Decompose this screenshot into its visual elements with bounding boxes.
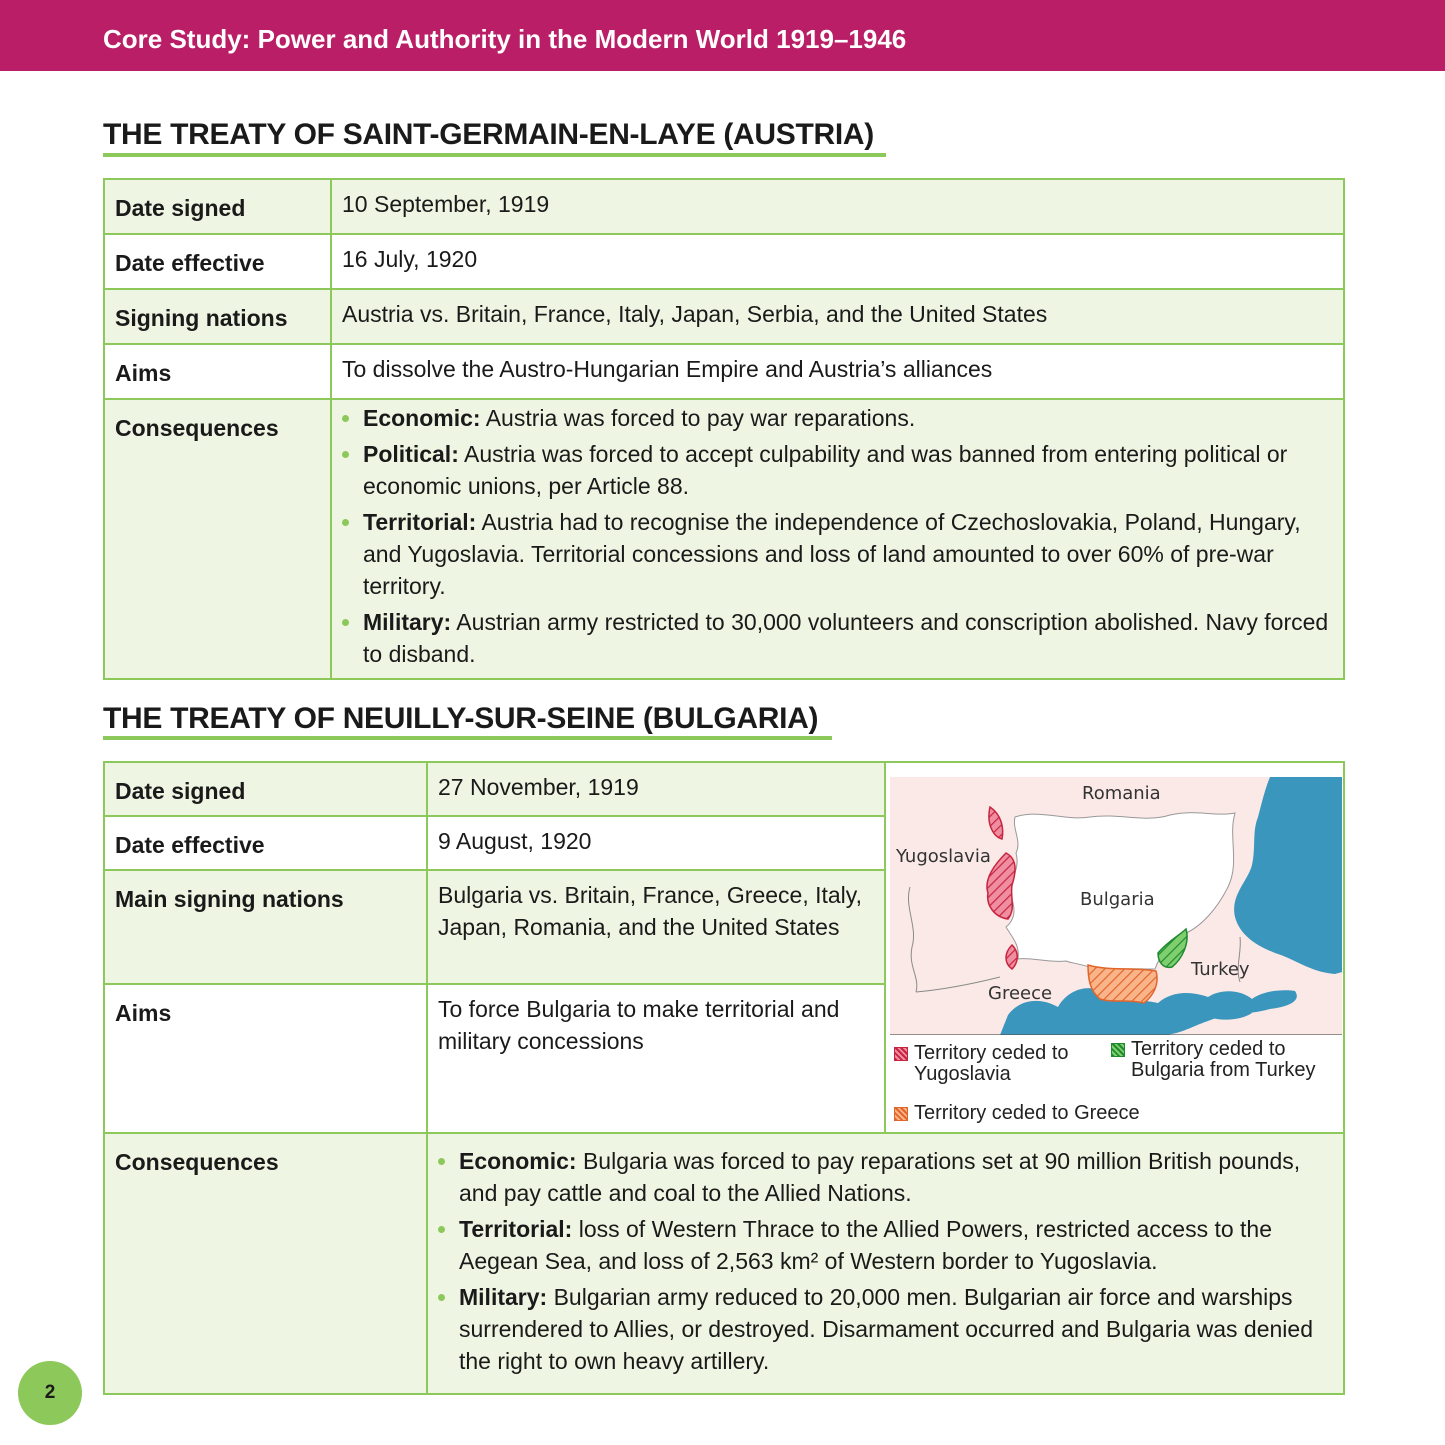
bullet-dot: [438, 1158, 445, 1165]
consequence-heading: Economic:: [459, 1148, 577, 1174]
row-value-date-effective: 16 July, 1920: [331, 234, 1344, 289]
map-label-turkey: Turkey: [1191, 959, 1250, 980]
consequence-text: Austria had to recognise the independence of Czechoslovakia, Poland, Hungary, and Yugoslavia. Territorial concessions and loss of land amounted to over 60% of pre-war territory.: [363, 509, 1301, 599]
consequences-list: [342, 402, 1333, 670]
map-label-romania: Romania: [1082, 783, 1161, 804]
row-label-date-signed: Date signed: [104, 762, 427, 816]
list-item: [342, 402, 1333, 434]
bullet-dot: [438, 1226, 445, 1233]
table-row: [104, 399, 1344, 679]
row-value-signing-nations: Austria vs. Britain, France, Italy, Japan, Serbia, and the United States: [331, 289, 1344, 344]
table-row: [104, 289, 1344, 344]
row-label-date-effective: Date effective: [104, 234, 331, 289]
row-value-date-effective: 9 August, 1920: [427, 816, 885, 870]
row-label-aims: Aims: [104, 344, 331, 399]
bullet-dot: [438, 1294, 445, 1301]
consequence-heading: Economic:: [363, 405, 481, 431]
bullet-dot: [342, 619, 349, 626]
consequence-heading: Political:: [363, 441, 459, 467]
legend-text: Territory ceded to Greece: [914, 1102, 1140, 1124]
table-row: [104, 179, 1344, 234]
table-row: [104, 1133, 1344, 1394]
legend-line: Territory ceded to: [914, 1042, 1069, 1064]
table-row: [104, 762, 1344, 816]
row-value-main-signing-nations: Bulgaria vs. Britain, France, Greece, Italy, Japan, Romania, and the United States: [427, 870, 885, 984]
map-cell: [885, 762, 1344, 1133]
legend-text: [914, 1043, 1069, 1085]
consequence-heading: Territorial:: [459, 1216, 573, 1242]
legend-item-yugoslavia: [894, 1043, 1069, 1085]
row-label-aims: Aims: [104, 984, 427, 1133]
austria-treaty-table: [103, 178, 1345, 680]
list-item: [342, 506, 1333, 602]
consequence-text: Austrian army restricted to 30,000 volunteers and conscription abolished. Navy forced to disband.: [363, 609, 1329, 667]
page-header-title: Core Study: Power and Authority in the Modern World 1919–1946: [103, 24, 907, 54]
consequence-heading: Military:: [459, 1284, 548, 1310]
map-label-greece: Greece: [988, 983, 1053, 1004]
legend-item-greece: [894, 1103, 1140, 1124]
map-label-bulgaria: Bulgaria: [1080, 889, 1155, 910]
row-value-aims: To dissolve the Austro-Hungarian Empire and Austria’s alliances: [331, 344, 1344, 399]
bullet-dot: [342, 451, 349, 458]
row-value-date-signed: 27 November, 1919: [427, 762, 885, 816]
row-label-consequences: Consequences: [104, 399, 331, 679]
row-value-aims: To force Bulgaria to make territorial and military concessions: [427, 984, 885, 1133]
map-legend: [890, 1035, 1346, 1125]
map-label-yugoslavia: Yugoslavia: [896, 846, 991, 867]
consequences-list: [438, 1145, 1333, 1377]
list-item: [438, 1213, 1333, 1277]
bulgaria-section-title: THE TREATY OF NEUILLY-SUR-SEINE (BULGARIA): [103, 702, 819, 735]
ceded-greece: [1088, 965, 1157, 1003]
legend-line: Bulgaria from Turkey: [1131, 1059, 1316, 1081]
austria-title-underline: [103, 153, 886, 157]
table-row: [104, 344, 1344, 399]
legend-item-turkey: [1111, 1039, 1316, 1081]
legend-line: Yugoslavia: [914, 1063, 1011, 1085]
page-number-badge: 2: [18, 1361, 82, 1425]
bulgaria-title-underline: [103, 736, 832, 740]
list-item: [438, 1281, 1333, 1377]
row-value-date-signed: 10 September, 1919: [331, 179, 1344, 234]
row-label-signing-nations: Signing nations: [104, 289, 331, 344]
consequence-text: Austria was forced to pay war reparations.: [480, 405, 916, 431]
consequence-heading: Military:: [363, 609, 452, 635]
consequences-cell: [331, 399, 1344, 679]
legend-swatch-orange: [894, 1107, 908, 1121]
bulgaria-treaty-table: [103, 761, 1345, 1395]
consequence-text: loss of Western Thrace to the Allied Powers, restricted access to the Aegean Sea, and loss of 2,563 km² of Western border to Yugoslavia.: [459, 1216, 1273, 1274]
bulgaria-territory-map: [890, 777, 1342, 1035]
consequence-text: Bulgaria was forced to pay reparations set at 90 million British pounds, and pay cattle and coal to the Allied Nations.: [459, 1148, 1301, 1206]
map-svg: [890, 777, 1342, 1035]
consequence-text: Austria was forced to accept culpability and was banned from entering political or economic unions, per Article 88.: [363, 441, 1288, 499]
row-label-date-effective: Date effective: [104, 816, 427, 870]
austria-section-title: THE TREATY OF SAINT-GERMAIN-EN-LAYE (AUSTRIA): [103, 118, 874, 151]
list-item: [438, 1145, 1333, 1209]
consequence-heading: Territorial:: [363, 509, 477, 535]
legend-line: Territory ceded to: [1131, 1038, 1286, 1060]
row-label-consequences: Consequences: [104, 1133, 427, 1394]
row-label-date-signed: Date signed: [104, 179, 331, 234]
legend-swatch-green: [1111, 1043, 1125, 1057]
list-item: [342, 438, 1333, 502]
row-label-main-signing-nations: Main signing nations: [104, 870, 427, 984]
legend-swatch-red: [894, 1047, 908, 1061]
bullet-dot: [342, 415, 349, 422]
consequence-text: Bulgarian army reduced to 20,000 men. Bulgarian air force and warships surrendered to Allies, or destroyed. Disarmament occurred and Bulgaria was denied the right to own heavy artillery.: [459, 1284, 1313, 1374]
table-row: [104, 234, 1344, 289]
consequences-cell: [427, 1133, 1344, 1394]
legend-text: [1131, 1039, 1316, 1081]
bullet-dot: [342, 519, 349, 526]
list-item: [342, 606, 1333, 670]
